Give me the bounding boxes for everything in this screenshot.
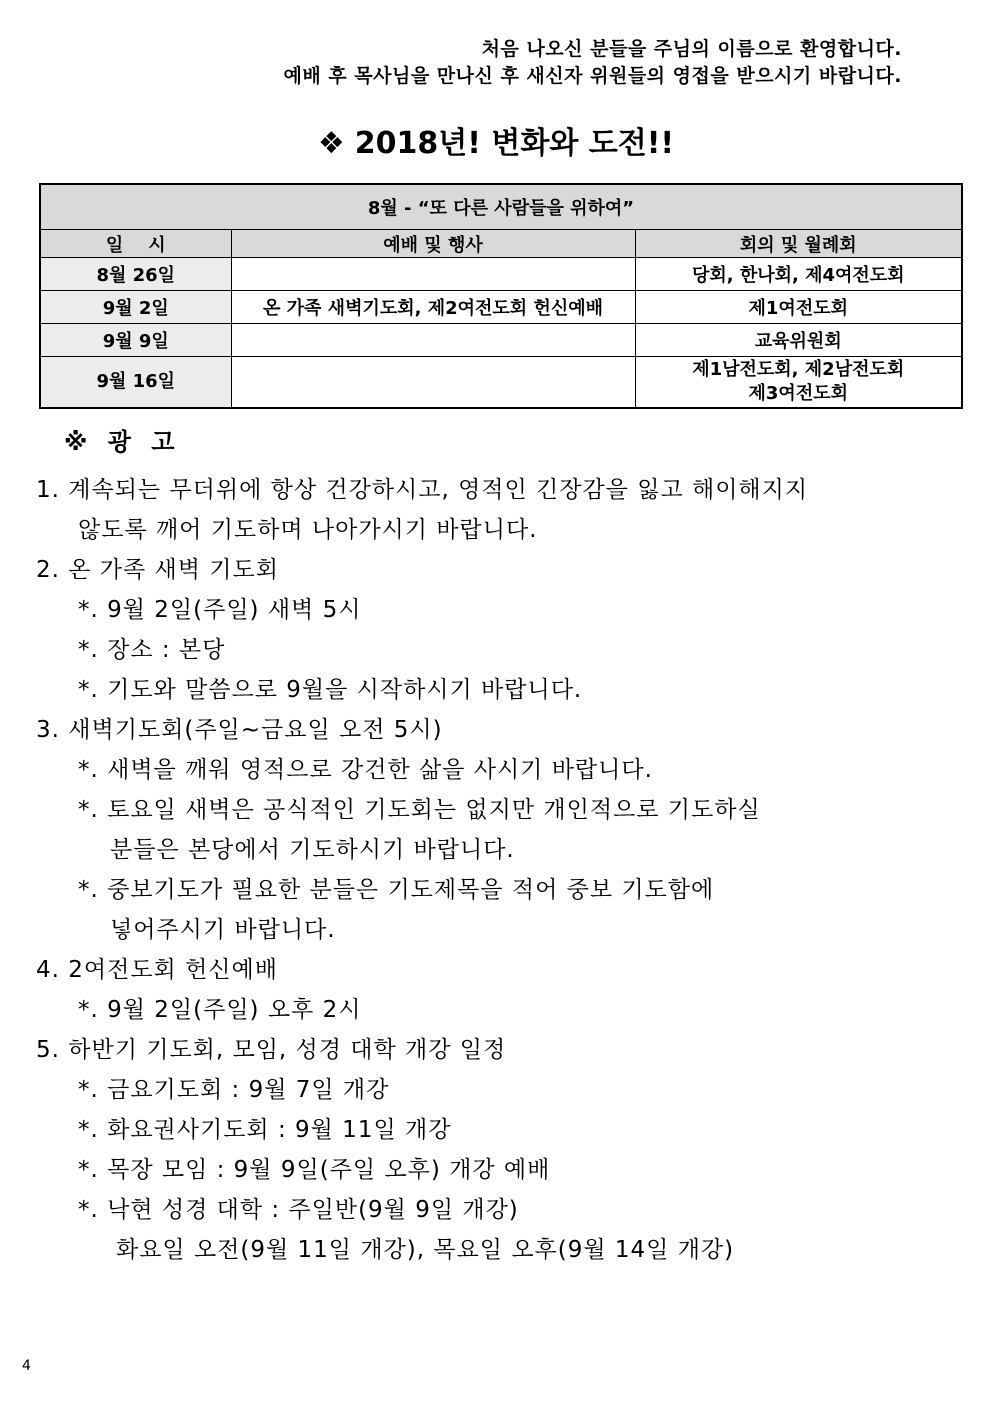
announcement-subitem: *. 9월 2일(주일) 새벽 5시	[78, 597, 362, 623]
announcement-subitem-cont: 넣어주시기 바랍니다.	[110, 917, 336, 943]
page-title	[0, 118, 992, 162]
announcement-subitem: *. 금요기도회 : 9월 7일 개강	[78, 1077, 390, 1103]
table-row	[40, 258, 962, 291]
announcement-item-1-cont: 않도록 깨어 기도하며 나아가시기 바랍니다.	[78, 517, 538, 543]
header-event: 예배 및 행사	[231, 230, 635, 258]
row-meeting-line-2: 제3여전도회	[748, 383, 848, 404]
announcement-subitem: *. 중보기도가 필요한 분들은 기도제목을 적어 중보 기도함에	[78, 877, 715, 903]
row-event: 온 가족 새벽기도회, 제2여전도회 헌신예배	[231, 291, 635, 324]
announcement-subitem: *. 목장 모임 : 9월 9일(주일 오후) 개강 예배	[78, 1157, 551, 1183]
announcement-subitem-cont: 화요일 오전(9월 11일 개강), 목요일 오후(9월 14일 개강)	[116, 1237, 735, 1263]
table-row	[40, 324, 962, 357]
announcement-item-1: 1. 계속되는 무더위에 항상 건강하시고, 영적인 긴장감을 잃고 해이해지지	[36, 477, 809, 503]
row-event	[231, 258, 635, 291]
diamond-icon: ❖	[317, 126, 345, 161]
row-meeting: 당회, 한나회, 제4여전도회	[635, 258, 962, 291]
row-meeting-line-1: 제1남전도회, 제2남전도회	[692, 359, 905, 380]
announcements-list	[36, 470, 956, 1270]
announcement-subitem: *. 장소 : 본당	[78, 637, 226, 663]
announcement-subitem: *. 새벽을 깨워 영적으로 강건한 삶을 사시기 바랍니다.	[78, 757, 653, 783]
row-date: 8월 26일	[40, 258, 231, 291]
table-row	[40, 291, 962, 324]
row-event	[231, 324, 635, 357]
page-title-text: 2018년! 변화와 도전!!	[354, 126, 675, 161]
announcements-title: ※ 광 고	[64, 428, 181, 456]
row-event	[231, 357, 635, 409]
announcement-item-5: 5. 하반기 기도회, 모임, 성경 대학 개강 일정	[36, 1037, 507, 1063]
schedule-table	[39, 183, 963, 409]
announcement-subitem: *. 화요권사기도회 : 9월 11일 개강	[78, 1117, 452, 1143]
header-date: 일 시	[40, 230, 231, 258]
welcome-message	[283, 36, 902, 90]
announcement-item-4: 4. 2여전도회 헌신예배	[36, 957, 278, 983]
page-number: 4	[22, 1358, 31, 1374]
header-meeting: 회의 및 월례회	[635, 230, 962, 258]
announcement-subitem: *. 9월 2일(주일) 오후 2시	[78, 997, 362, 1023]
schedule-month-row	[40, 184, 962, 230]
welcome-line-2: 예배 후 목사님을 만나신 후 새신자 위원들의 영접을 받으시기 바랍니다.	[283, 65, 902, 87]
table-row	[40, 357, 962, 409]
row-meeting: 교육위원회	[635, 324, 962, 357]
announcement-subitem: *. 낙현 성경 대학 : 주일반(9월 9일 개강)	[78, 1197, 519, 1223]
announcement-item-3: 3. 새벽기도회(주일~금요일 오전 5시)	[36, 717, 443, 743]
row-meeting	[635, 357, 962, 409]
row-meeting: 제1여전도회	[635, 291, 962, 324]
announcement-subitem: *. 토요일 새벽은 공식적인 기도회는 없지만 개인적으로 기도하실	[78, 797, 761, 823]
announcement-subitem: *. 기도와 말씀으로 9월을 시작하시기 바랍니다.	[78, 677, 583, 703]
row-date: 9월 16일	[40, 357, 231, 409]
schedule-header-row	[40, 230, 962, 258]
welcome-line-1: 처음 나오신 분들을 주님의 이름으로 환영합니다.	[481, 38, 902, 60]
row-date: 9월 9일	[40, 324, 231, 357]
schedule-month-title: 8월 - “또 다른 사람들을 위하여”	[40, 184, 962, 230]
announcement-subitem-cont: 분들은 본당에서 기도하시기 바랍니다.	[110, 837, 515, 863]
announcement-item-2: 2. 온 가족 새벽 기도회	[36, 557, 279, 583]
row-date: 9월 2일	[40, 291, 231, 324]
